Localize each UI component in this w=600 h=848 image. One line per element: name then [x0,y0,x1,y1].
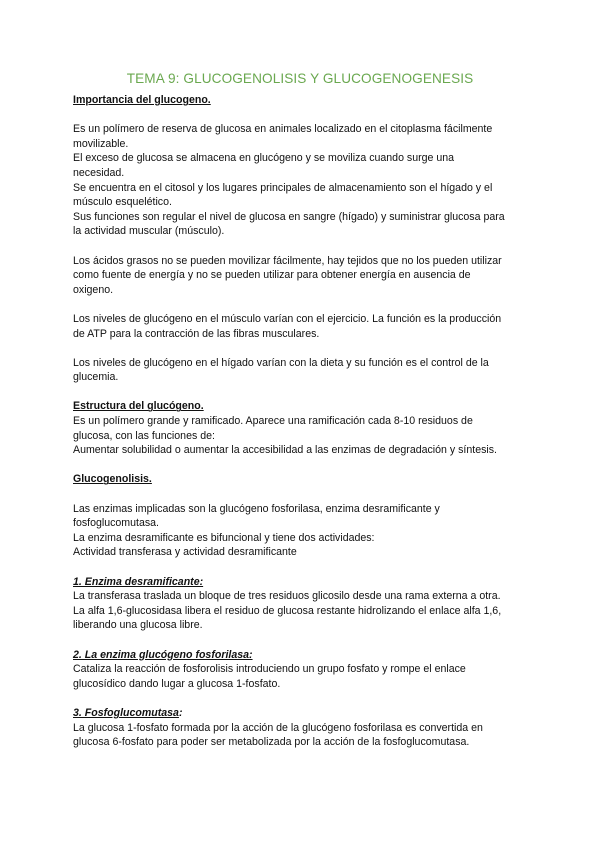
paragraph-line: Actividad transferasa y actividad desramificante [73,546,297,559]
paragraph-line: Aumentar solubilidad o aumentar la accesibilidad a las enzimas de degradación y síntesis. [73,444,497,457]
paragraph-line: Es un polímero grande y ramificado. Aparece una ramificación cada 8-10 residuos de [73,415,473,428]
paragraph-line: Los niveles de glucógeno en el hígado varían con la dieta y su función es el control de la [73,356,489,369]
paragraph-line: La glucosa 1-fosfato formada por la acción de la glucógeno fosforilasa es convertida en [73,721,483,734]
paragraph-line: La alfa 1,6-glucosidasa libera el residuo de glucosa restante hidrolizando el enlace alfa 1,6, [73,604,502,617]
paragraph-line: glucosídico dando lugar a glucosa 1-fosfato. [73,677,281,690]
paragraph-line: Los ácidos grasos no se pueden movilizar fácilmente, hay tejidos que no los pueden utilizar [73,254,502,267]
paragraph-line: Cataliza la reacción de fosforolisis introduciendo un grupo fosfato y rompe el enlace [73,663,466,676]
subheading-enzima-desramificante: 1. Enzima desramificante: [73,575,204,588]
subheading-fosfoglucomutasa-line [73,706,533,721]
paragraph-line: músculo esquelético. [73,196,172,209]
paragraph-line: glucemia. [73,371,119,384]
paragraph-line: necesidad. [73,166,125,179]
section-heading-glucogenolisis: Glucogenolisis. [73,473,152,486]
paragraph-line: como fuente de energía y no se pueden utilizar para obtener energía en ausencia de [73,269,471,282]
document-body [73,93,533,750]
paragraph-line: glucosa, con las funciones de: [73,429,215,442]
subheading-fosfoglucomutasa: 3. Fosfoglucomutasa [73,706,179,719]
paragraph-line: Las enzimas implicadas son la glucógeno fosforilasa, enzima desramificante y [73,502,440,515]
paragraph-line: movilizable. [73,137,129,150]
paragraph-line: La enzima desramificante es bifuncional y tiene dos actividades: [73,531,375,544]
section-heading-importancia: Importancia del glucogeno. [73,94,211,106]
paragraph-line: fosfoglucomutasa. [73,517,159,530]
paragraph-line: Es un polímero de reserva de glucosa en animales localizado en el citoplasma fácilmente [73,123,493,136]
paragraph-line: La transferasa traslada un bloque de tres residuos glicosilo desde una rama externa a otra. [73,590,501,603]
paragraph-line: Los niveles de glucógeno en el músculo varían con el ejercicio. La función es la producción [73,312,502,325]
paragraph-line: de ATP para la contracción de las fibras musculares. [73,327,320,340]
paragraph-line: oxigeno. [73,283,114,296]
paragraph-line: El exceso de glucosa se almacena en glucógeno y se moviliza cuando surge una [73,152,455,165]
paragraph-line: Se encuentra en el citosol y los lugares principales de almacenamiento son el hígado y el [73,181,493,194]
paragraph-line: liberando una glucosa libre. [73,619,203,632]
subheading-colon: : [178,706,183,719]
paragraph-line: glucosa 6-fosfato para poder ser metabolizada por la acción de la fosfoglucomutasa. [73,736,470,749]
paragraph-line: la actividad muscular (músculo). [73,225,225,238]
section-heading-estructura: Estructura del glucógeno. [73,400,204,413]
paragraph-line: Sus funciones son regular el nivel de glucosa en sangre (hígado) y suministrar glucosa para [73,210,505,223]
page-title: TEMA 9: GLUCOGENOLISIS Y GLUCOGENOGENESIS [126,71,474,86]
subheading-glucogeno-fosforilasa: 2. La enzima glucógeno fosforilasa: [73,648,253,661]
